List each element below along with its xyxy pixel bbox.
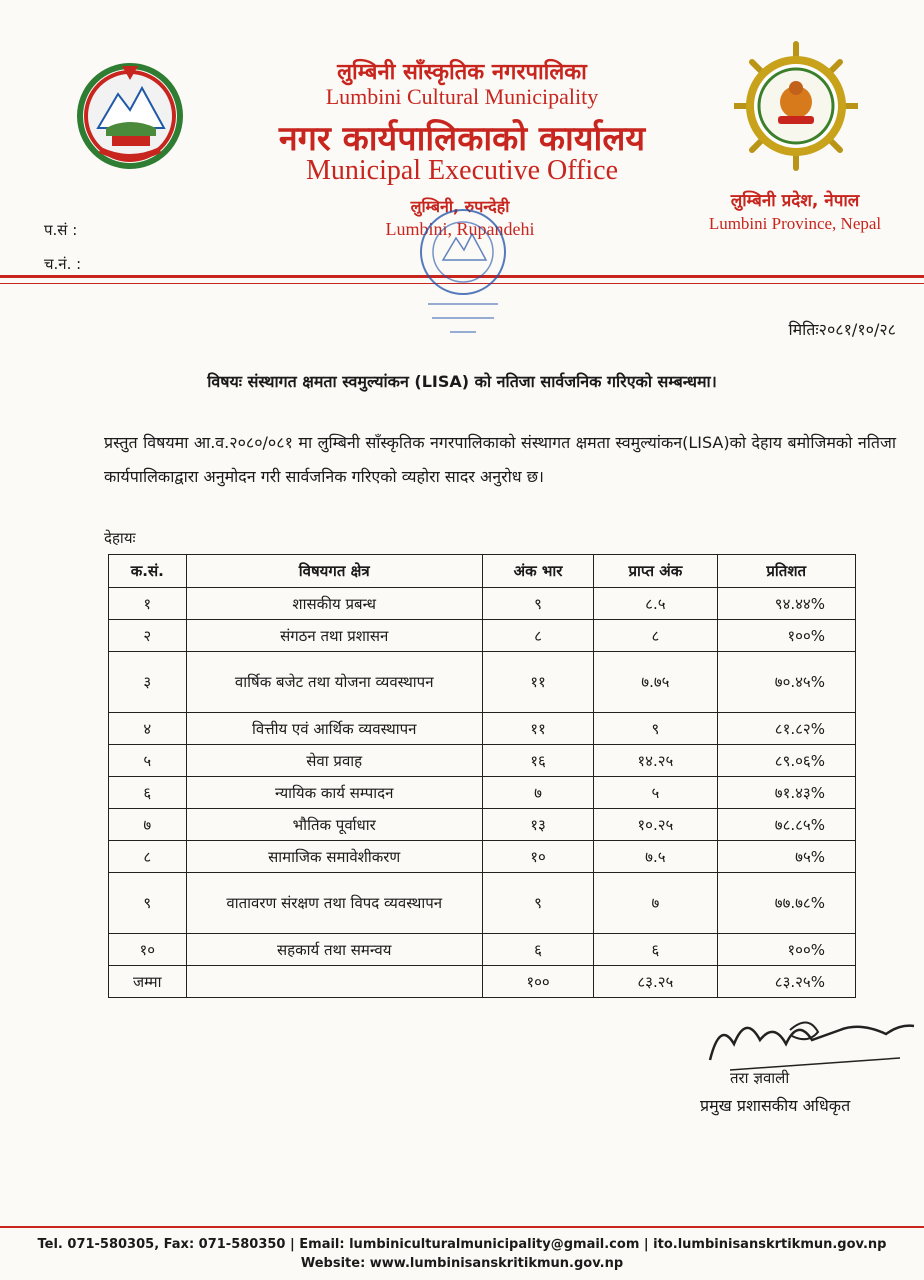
cell-area: सहकार्य तथा समन्वय [186, 934, 482, 966]
col-header-area: विषयगत क्षेत्र [186, 555, 482, 588]
cell-serial: ३ [109, 652, 187, 713]
footer-rule [0, 1226, 924, 1228]
place-en: Lumbini, Rupandehi [385, 219, 535, 239]
cell-area: सामाजिक समावेशीकरण [186, 841, 482, 873]
cell-serial: ५ [109, 745, 187, 777]
table-row [109, 713, 856, 745]
table-total-row [109, 966, 856, 998]
cell-area: वित्तीय एवं आर्थिक व्यवस्थापन [186, 713, 482, 745]
lisa-results-table [108, 554, 856, 998]
cell-area: वातावरण संरक्षण तथा विपद व्यवस्थापन [186, 873, 482, 934]
table-row [109, 777, 856, 809]
letter-subject: विषयः संस्थागत क्षमता स्वमुल्यांकन (LISA) को नतिजा सार्वजनिक गरिएको सम्बन्धमा। [207, 372, 717, 391]
cell-serial: २ [109, 620, 187, 652]
table-header-row [109, 555, 856, 588]
cell-full-marks: ८ [482, 620, 593, 652]
table-row [109, 934, 856, 966]
place-np: लुम्बिनी, रुपन्देही [410, 197, 510, 216]
ref-number-label: प.सं : [44, 221, 78, 239]
cell-area: संगठन तथा प्रशासन [186, 620, 482, 652]
cell-percent: ८१.८२% [717, 713, 855, 745]
office-name-np: नगर कार्यपालिकाको कार्यालय [278, 119, 646, 159]
col-header-percent: प्रतिशत [717, 555, 855, 588]
cell-obtained: ५ [594, 777, 717, 809]
table-row [109, 620, 856, 652]
total-area-empty [186, 966, 482, 998]
dehay-label: देहायः [104, 529, 136, 547]
total-obtained: ८३.२५ [594, 966, 717, 998]
municipality-name-np: लुम्बिनी साँस्कृतिक नगरपालिका [337, 60, 587, 85]
cell-full-marks: ११ [482, 652, 593, 713]
cell-full-marks: १० [482, 841, 593, 873]
table-row [109, 841, 856, 873]
cell-percent: ७५% [717, 841, 855, 873]
cell-full-marks: ७ [482, 777, 593, 809]
col-header-obtained: प्राप्त अंक [594, 555, 717, 588]
cell-obtained: ७ [594, 873, 717, 934]
cell-obtained: ९ [594, 713, 717, 745]
col-header-full-marks: अंक भार [482, 555, 593, 588]
cell-percent: ९४.४४% [717, 588, 855, 620]
letter-date: मितिः२०८१/१०/२८ [788, 320, 896, 339]
cell-obtained: ८ [594, 620, 717, 652]
cell-area: भौतिक पूर्वाधार [186, 809, 482, 841]
cell-percent: ८९.०६% [717, 745, 855, 777]
cell-full-marks: ९ [482, 588, 593, 620]
signatory-name: तरा ज्ञवाली [730, 1069, 790, 1087]
cell-serial: ७ [109, 809, 187, 841]
cell-serial: १ [109, 588, 187, 620]
signature-icon [690, 1000, 920, 1080]
cell-percent: १००% [717, 620, 855, 652]
cell-area: शासकीय प्रबन्ध [186, 588, 482, 620]
dispatch-number-label: च.नं. : [44, 255, 82, 273]
table-row [109, 588, 856, 620]
cell-area: वार्षिक बजेट तथा योजना व्यवस्थापन [186, 652, 482, 713]
cell-obtained: ७.७५ [594, 652, 717, 713]
cell-area: न्यायिक कार्य सम्पादन [186, 777, 482, 809]
cell-percent: ७०.४५% [717, 652, 855, 713]
cell-serial: ८ [109, 841, 187, 873]
cell-serial: ६ [109, 777, 187, 809]
province-en: Lumbini Province, Nepal [708, 214, 882, 233]
cell-full-marks: ९ [482, 873, 593, 934]
cell-obtained: ८.५ [594, 588, 717, 620]
cell-obtained: ६ [594, 934, 717, 966]
cell-percent: ७७.७८% [717, 873, 855, 934]
total-full-marks: १०० [482, 966, 593, 998]
cell-full-marks: ६ [482, 934, 593, 966]
table-row [109, 873, 856, 934]
table-row [109, 809, 856, 841]
cell-percent: १००% [717, 934, 855, 966]
cell-percent: ७१.४३% [717, 777, 855, 809]
cell-full-marks: १६ [482, 745, 593, 777]
office-name-en: Municipal Executive Office [305, 155, 619, 186]
footer-website: Website: www.lumbinisanskritikmun.gov.np [300, 1256, 624, 1271]
cell-serial: ४ [109, 713, 187, 745]
letter-body: प्रस्तुत विषयमा आ.व.२०८०/०८१ मा लुम्बिनी साँस्कृतिक नगरपालिकाको संस्थागत क्षमता स्वमुल्यांकन(LISA)को देहाय बमोजिमको नतिजा कार्यपालिकाद्वारा अनुमोदन गरी सार्वजनिक गरिएको व्यहोरा सादर अनुरोध छ। [104, 433, 896, 486]
cell-serial: १० [109, 934, 187, 966]
cell-obtained: ७.५ [594, 841, 717, 873]
cell-percent: ७८.८५% [717, 809, 855, 841]
cell-area: सेवा प्रवाह [186, 745, 482, 777]
office-stamp-icon [408, 200, 518, 340]
table-row [109, 745, 856, 777]
col-header-serial: क.सं. [109, 555, 187, 588]
total-percent: ८३.२५% [717, 966, 855, 998]
cell-full-marks: १३ [482, 809, 593, 841]
table-row [109, 652, 856, 713]
cell-full-marks: ११ [482, 713, 593, 745]
municipality-name-en: Lumbini Cultural Municipality [325, 84, 599, 109]
cell-obtained: १४.२५ [594, 745, 717, 777]
cell-serial: ९ [109, 873, 187, 934]
signatory-title: प्रमुख प्रशासकीय अधिकृत [700, 1096, 851, 1115]
footer-contact: Tel. 071-580305, Fax: 071-580350 | Email: lumbiniculturalmunicipality@gmail.com | ito.lumbinisanskrtikmun.gov.np [37, 1237, 887, 1252]
province-np: लुम्बिनी प्रदेश, नेपाल [730, 191, 860, 211]
total-label: जम्मा [109, 966, 187, 998]
cell-obtained: १०.२५ [594, 809, 717, 841]
